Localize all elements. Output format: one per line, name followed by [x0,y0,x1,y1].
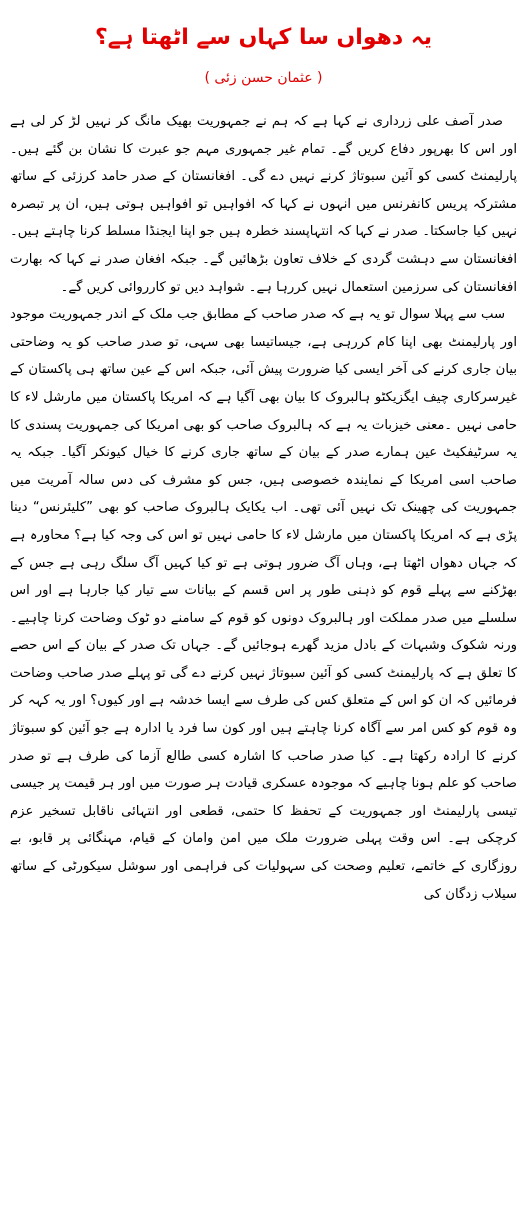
author-byline: ( عثمان حسن زئی ) [204,70,323,86]
article-paragraph-1: صدر آصف علی زرداری نے کہا ہے کہ ہم نے جمہوریت بھیک مانگ کر نہیں لڑ کر لی ہے اور اس کا بھرپور دفاع کریں گے۔ تمام غیر جمہوری مہم جو عبرت کا نشان بن گئے ہیں۔ پارلیمنٹ کسی کو آئین سبوتاژ کرنے نہیں دے گی۔ افغانستان کے صدر حامد کرزئی کے ساتھ مشترکہ پریس کانفرنس میں انہوں نے کہا کہ افواہیں تو افواہیں ہوتی ہیں، ان پر تبصرہ نہیں کیا جاسکتا۔ صدر نے کہا کہ انتہاپسند خطرہ ہیں جو اپنا ایجنڈا مسلط کرنا چاہتے ہیں۔ افغانستان سے دہشت گردی کے خلاف تعاون بڑھائیں گے۔ جبکہ افغان صدر نے کہا کہ بھارت افغانستان کی سرزمین استعمال نہیں کررہا ہے۔ شواہد دیں تو کارروائی کریں گے۔ [10,114,517,295]
article-paragraph-2: سب سے پہلا سوال تو یہ ہے کہ صدر صاحب کے مطابق جب ملک کے اندر جمہوریت موجود اور پارلیمنٹ بھی اپنا کام کررہی ہے، جیساتیسا بھی سہی، تو صدر صاحب کو یہ وضاحتی بیان جاری کرنے کی آخر ایسی کیا ضرورت پیش آئی، جبکہ اس کے عین ساتھ ہی پاکستان کے غیرسرکاری چیف ایگزیکٹو ہالبروک کا بیان بھی آگیا ہے کہ امریکا پاکستان میں مارشل لاء کا حامی نہیں ۔معنی خیزبات یہ ہے کہ ہالبروک صاحب کو بھی امریکا کی جمہوریت پسندی کا یہ سرٹیفکیٹ عین ہمارے صدر کے بیان کے ساتھ جاری کرنے کا خیال کیونکر آگیا۔ جبکہ یہ صاحب اسی امریکا کے نمایندہ خصوصی ہیں، جس کو مشرف کی دس سالہ آمریت میں جمہوریت کی چھینک تک نہیں آئی تھی۔ اب یکایک ہالبروک صاحب کو بھی ”کلیئرنس“ دینا پڑی ہے کہ امریکا پاکستان میں مارشل لاء کا حامی نہیں تو اس کی وجہ کیا ہے؟ محاورہ ہے کہ جہاں دھواں اٹھتا ہے، وہاں آگ ضرور ہوتی ہے تو کیا کہیں آگ سلگ رہی ہے جس کے بھڑکنے سے پہلے قوم کو ذہنی طور پر اس قسم کے بیانات سے تیار کیا جارہا ہے اور اس سلسلے میں صدر مملکت اور ہالبروک دونوں کو قوم کے سامنے دو ٹوک وضاحت کرنا چاہیے۔ ورنہ شکوک وشبہات کے بادل مزید گھرے ہوجائیں گے۔ جہاں تک صدر کے بیان کے اس حصے کا تعلق ہے کہ پارلیمنٹ کسی کو آئین سبوتاژ نہیں کرنے دے گی تو پہلے صدر صاحب وضاحت فرمائیں کہ ان کو اس کے متعلق کس کی طرف سے ایسا خدشہ ہے اور کیوں؟ اور یہ کہہ کر وہ قوم کو کس امر سے آگاہ کرنا چاہتے ہیں اور کون سا فرد یا ادارہ ہے جو آئین کو سبوتاژ کرنے کا ارادہ رکھتا ہے۔ کیا صدر صاحب کا اشارہ کسی طالع آزما کی طرف ہے تو صدر صاحب کو علم ہونا چاہیے کہ موجودہ عسکری قیادت ہر صورت میں اور ہر قیمت پر جیسی تیسی پارلیمنٹ اور جمہوریت کے تحفظ کا حتمی، قطعی اور انتہائی ناقابل تسخیر عزم کرچکی ہے۔ اس وقت پہلی ضرورت ملک میں امن وامان کے قیام، مہنگائی پر قابو، بے روزگاری کے خاتمے، تعلیم وصحت کی سہولیات کی فراہمی اور سوشل سیکورٹی کے ساتھ سیلاب زدگان کی [10,307,517,902]
article-body [10,108,517,908]
article-title: یہ دھواں سا کہاں سے اٹھتا ہے؟ [94,25,432,50]
